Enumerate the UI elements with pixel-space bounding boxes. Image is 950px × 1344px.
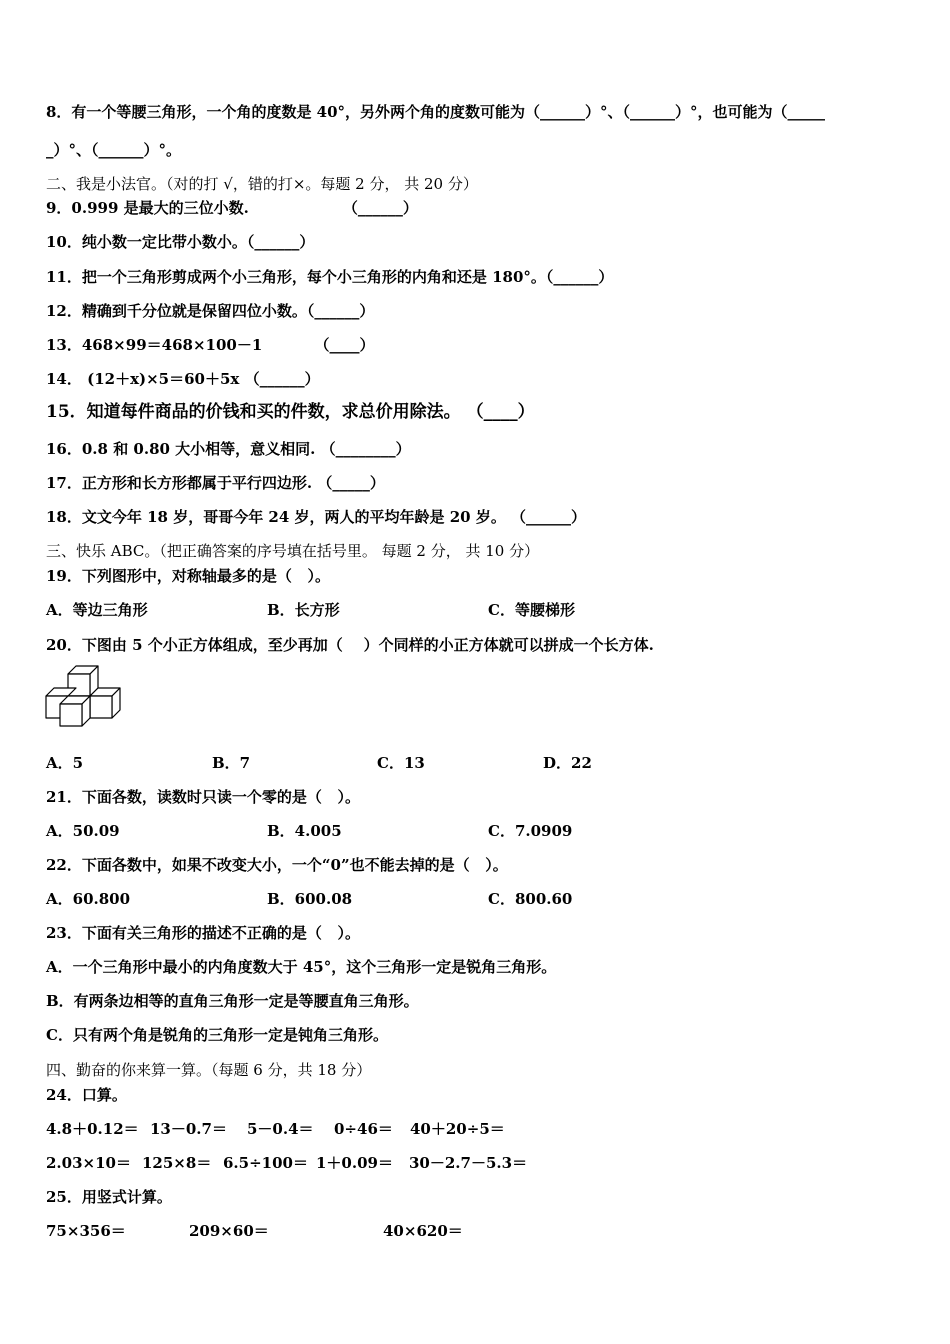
cube-right	[90, 688, 120, 718]
question-22-stem: 22．下面各数中，如果不改变大小，一个“0”也不能去掉的是（ ）。	[46, 856, 508, 874]
question-23-stem: 23．下面有关三角形的描述不正确的是（ ）。	[46, 924, 361, 942]
mental-calc-item: 6.5÷100＝	[223, 1154, 308, 1172]
question-25-stem: 25．用竖式计算。	[46, 1188, 172, 1206]
question-21-stem: 21．下面各数，读数时只读一个零的是（ ）。	[46, 788, 361, 806]
question-20-stem: 20．下图由 5 个小正方体组成，至少再加（ ）个同样的小正方体就可以拼成一个长方体.	[46, 636, 654, 654]
question-21-option-a: A．50.09	[46, 822, 120, 840]
question-8-line-2: _）°、（______）°。	[46, 141, 182, 159]
question-24-stem: 24．口算。	[46, 1086, 127, 1104]
cube-front	[60, 696, 90, 726]
question-9: 9．0.999 是最大的三位小数. （______）	[46, 199, 418, 217]
question-19-stem: 19．下列图形中，对称轴最多的是（ ）。	[46, 567, 331, 585]
vertical-calc-item: 209×60＝	[189, 1222, 269, 1240]
question-19-option-b: B．长方形	[267, 601, 340, 619]
mental-calc-item: 30－2.7－5.3＝	[409, 1154, 528, 1172]
question-20-option-d: D．22	[543, 754, 592, 772]
mental-calc-item: 125×8＝	[142, 1154, 212, 1172]
question-15: 15．知道每件商品的价钱和买的件数，求总价用除法。 （____）	[46, 402, 535, 422]
mental-calc-item: 1＋0.09＝	[316, 1154, 393, 1172]
mental-calc-item: 4.8＋0.12＝	[46, 1120, 139, 1138]
question-8-line-1: 8．有一个等腰三角形，一个角的度数是 40°，另外两个角的度数可能为（______）°、（______）°，也可能为（_____	[46, 103, 826, 121]
mental-calc-item: 2.03×10＝	[46, 1154, 131, 1172]
section-4-heading: 四、勤奋的你来算一算。（每题 6 分，共 18 分）	[46, 1061, 372, 1079]
mental-calc-item: 5－0.4＝	[247, 1120, 314, 1138]
question-18: 18．文文今年 18 岁，哥哥今年 24 岁，两人的平均年龄是 20 岁。 （______）	[46, 508, 587, 526]
question-21-option-c: C．7.0909	[488, 822, 573, 840]
question-22-option-a: A．60.800	[46, 890, 131, 908]
vertical-calc-item: 40×620＝	[383, 1222, 463, 1240]
question-20-option-b: B．7	[212, 754, 251, 772]
question-13: 13．468×99＝468×100－1 （____）	[46, 336, 375, 354]
question-14: 14． (12＋x)×5＝60＋5x （______）	[46, 370, 320, 388]
question-22-option-c: C．800.60	[488, 890, 573, 908]
question-17: 17．正方形和长方形都属于平行四边形. （_____）	[46, 474, 385, 492]
cube-stack-figure	[44, 662, 124, 728]
question-20-option-c: C．13	[377, 754, 425, 772]
question-22-option-b: B．600.08	[267, 890, 353, 908]
mental-calc-item: 13－0.7＝	[150, 1120, 227, 1138]
mental-calc-item: 0÷46＝	[334, 1120, 393, 1138]
mental-calc-item: 40＋20÷5＝	[410, 1120, 505, 1138]
question-16: 16．0.8 和 0.80 大小相等，意义相同. （________）	[46, 440, 411, 458]
question-10: 10．纯小数一定比带小数小。（______）	[46, 233, 315, 251]
vertical-calc-item: 75×356＝	[46, 1222, 126, 1240]
section-3-heading: 三、快乐 ABC。（把正确答案的序号填在括号里。 每题 2 分， 共 10 分）	[46, 542, 540, 560]
question-20-option-a: A．5	[46, 754, 84, 772]
question-19-option-a: A．等边三角形	[46, 601, 148, 619]
question-21-option-b: B．4.005	[267, 822, 342, 840]
question-23-option-b: B．有两条边相等的直角三角形一定是等腰直角三角形。	[46, 992, 419, 1010]
question-19-option-c: C．等腰梯形	[488, 601, 575, 619]
question-11: 11．把一个三角形剪成两个小三角形，每个小三角形的内角和还是 180°。（______）	[46, 268, 614, 286]
question-12: 12．精确到千分位就是保留四位小数。（______）	[46, 302, 375, 320]
question-23-option-a: A．一个三角形中最小的内角度数大于 45°，这个三角形一定是锐角三角形。	[46, 958, 557, 976]
section-2-heading: 二、我是小法官。（对的打 √，错的打×。每题 2 分， 共 20 分）	[46, 175, 478, 193]
question-23-option-c: C．只有两个角是锐角的三角形一定是钝角三角形。	[46, 1026, 388, 1044]
